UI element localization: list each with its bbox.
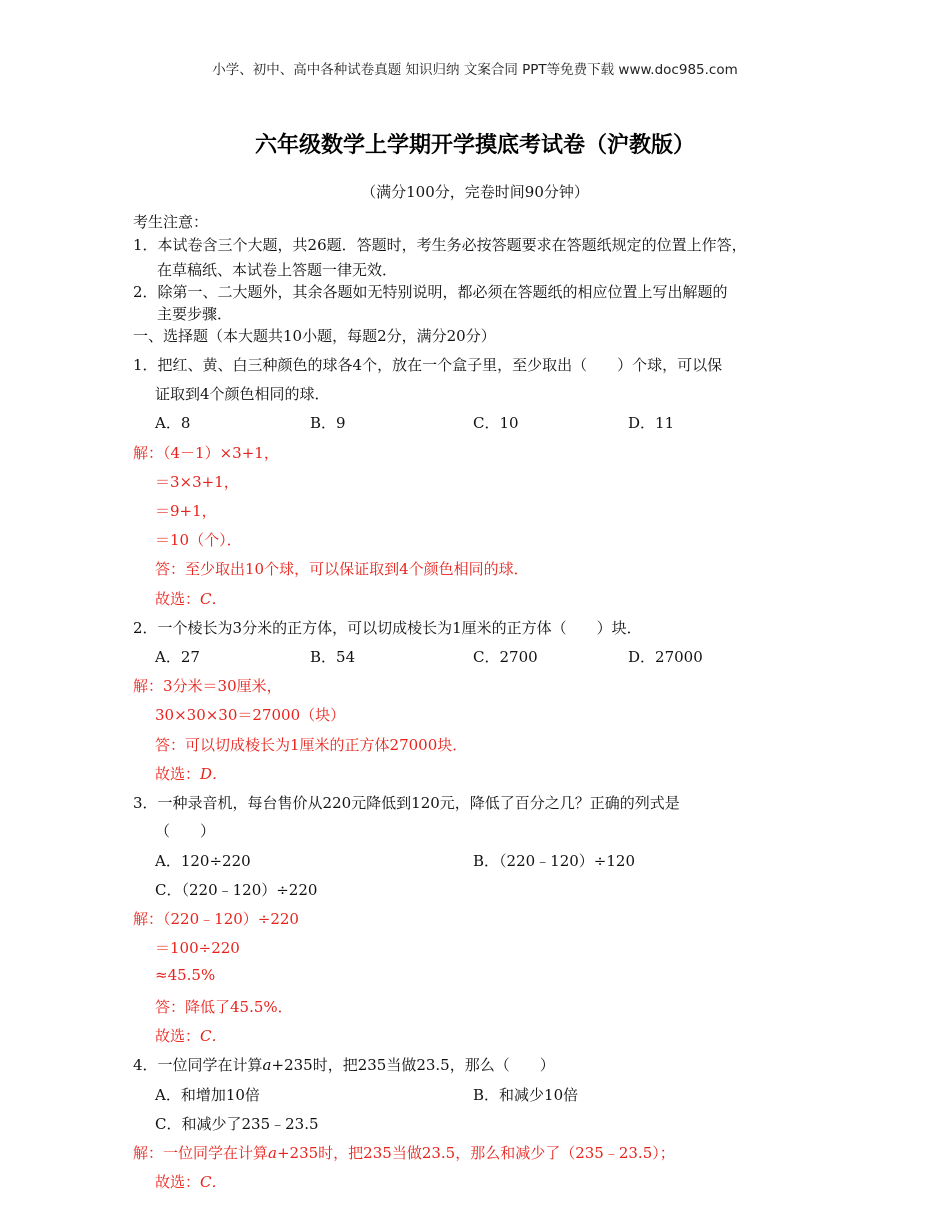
q4-stem-post: +235时，把235当做23.5，那么（ ） bbox=[271, 1056, 555, 1074]
page-title: 六年级数学上学期开学摸底考试卷（沪教版） bbox=[254, 132, 695, 158]
notice-item-2: 2．除第一、二大题外，其余各题如无特别说明，都必须在答题纸的相应位置上写出解题的 bbox=[133, 283, 728, 301]
q2-solution-line-1 bbox=[133, 675, 282, 696]
q4-option-b: B．和减少10倍 bbox=[473, 1086, 579, 1104]
q2-option-b: B．54 bbox=[310, 648, 356, 666]
q1-solution-step-4: ＝10（个）． bbox=[155, 531, 242, 549]
q3-solution-step-1: （220﹣120）÷220 bbox=[163, 910, 299, 928]
q4-choice-label: 故选： bbox=[155, 1173, 201, 1191]
q4-stem-pre: 4．一位同学在计算 bbox=[133, 1056, 263, 1074]
notice-heading: 考生注意： bbox=[133, 213, 209, 231]
q1-option-b: B．9 bbox=[310, 414, 346, 432]
exam-subtitle: （满分100分，完卷时间90分钟） bbox=[361, 183, 589, 201]
q1-option-c: C．10 bbox=[473, 414, 519, 432]
q4-option-a: A．和增加10倍 bbox=[155, 1086, 260, 1104]
q3-solution-step-3: ≈45.5% bbox=[155, 966, 216, 984]
q4-option-c: C．和减少了235﹣23.5 bbox=[155, 1115, 319, 1133]
q4-choice bbox=[155, 1171, 227, 1192]
q3-option-a: A．120÷220 bbox=[155, 852, 251, 870]
q1-solution-step-2: ＝3×3+1， bbox=[155, 473, 239, 491]
section-heading: 一、选择题（本大题共10小题，每题2分，满分20分） bbox=[133, 327, 496, 345]
q1-stem: 1．把红、黄、白三种颜色的球各4个，放在一个盒子里，至少取出（ ）个球，可以保 bbox=[133, 356, 723, 374]
q2-choice bbox=[155, 763, 227, 784]
q3-choice-value: C． bbox=[200, 1027, 227, 1045]
q1-stem-cont: 证取到4个颜色相同的球． bbox=[155, 385, 330, 403]
site-header: 小学、初中、高中各种试卷真题 知识归纳 文案合同 PPT等免费下载 www.doc985.com bbox=[212, 62, 738, 78]
q2-option-a: A．27 bbox=[155, 648, 200, 666]
q4-solution-post: +235时，把235当做23.5，那么和减少了（235﹣23.5）； bbox=[276, 1144, 675, 1162]
q1-option-d: D．11 bbox=[628, 414, 675, 432]
q1-choice bbox=[155, 588, 227, 609]
q1-solution-label: 解： bbox=[133, 444, 164, 462]
notice-item-2-cont: 主要步骤． bbox=[157, 305, 233, 323]
q2-choice-label: 故选： bbox=[155, 765, 201, 783]
q4-stem bbox=[133, 1054, 555, 1075]
q3-stem-cont: （ ） bbox=[155, 822, 216, 840]
q1-choice-value: C． bbox=[200, 590, 227, 608]
q3-option-c: C．（220﹣120）÷220 bbox=[155, 881, 318, 899]
q4-choice-value: C． bbox=[200, 1173, 227, 1191]
q1-answer: 答：至少取出10个球，可以保证取到4个颜色相同的球． bbox=[155, 560, 529, 578]
q4-solution-pre: 一位同学在计算 bbox=[163, 1144, 269, 1162]
q3-choice-label: 故选： bbox=[155, 1027, 201, 1045]
q2-solution-label: 解： bbox=[133, 677, 164, 695]
q3-answer: 答：降低了45.5%． bbox=[155, 998, 293, 1016]
q3-option-b: B．（220﹣120）÷120 bbox=[473, 852, 635, 870]
q2-solution-step-1: 3分米＝30厘米， bbox=[163, 677, 282, 695]
q2-stem: 2．一个棱长为3分米的正方体，可以切成棱长为1厘米的正方体（ ）块． bbox=[133, 619, 642, 637]
q4-solution-variable: a bbox=[268, 1144, 277, 1162]
q2-solution-step-2: 30×30×30＝27000（块） bbox=[155, 706, 346, 724]
q1-solution-step-1: （4－1）×3+1， bbox=[163, 444, 279, 462]
notice-item-1-cont: 在草稿纸、本试卷上答题一律无效． bbox=[157, 261, 398, 279]
q3-solution-label: 解： bbox=[133, 910, 164, 928]
q2-option-d: D．27000 bbox=[628, 648, 703, 666]
q2-choice-value: D． bbox=[200, 765, 228, 783]
notice-item-1: 1．本试卷含三个大题，共26题．答题时，考生务必按答题要求在答题纸规定的位置上作答， bbox=[133, 236, 747, 254]
q2-option-c: C．2700 bbox=[473, 648, 538, 666]
q1-option-a: A．8 bbox=[155, 414, 191, 432]
q2-answer: 答：可以切成棱长为1厘米的正方体27000块． bbox=[155, 736, 468, 754]
q1-choice-label: 故选： bbox=[155, 590, 201, 608]
q3-stem: 3．一种录音机，每台售价从220元降低到120元，降低了百分之几？正确的列式是 bbox=[133, 794, 680, 812]
q1-solution-line-1 bbox=[133, 442, 279, 463]
q3-choice bbox=[155, 1025, 227, 1046]
q1-solution-step-3: ＝9+1， bbox=[155, 502, 217, 520]
q4-solution bbox=[133, 1142, 675, 1163]
q4-solution-label: 解： bbox=[133, 1144, 164, 1162]
q3-solution-step-2: ＝100÷220 bbox=[155, 939, 240, 957]
q3-solution-line-1 bbox=[133, 908, 299, 929]
q4-stem-variable: a bbox=[262, 1056, 272, 1074]
